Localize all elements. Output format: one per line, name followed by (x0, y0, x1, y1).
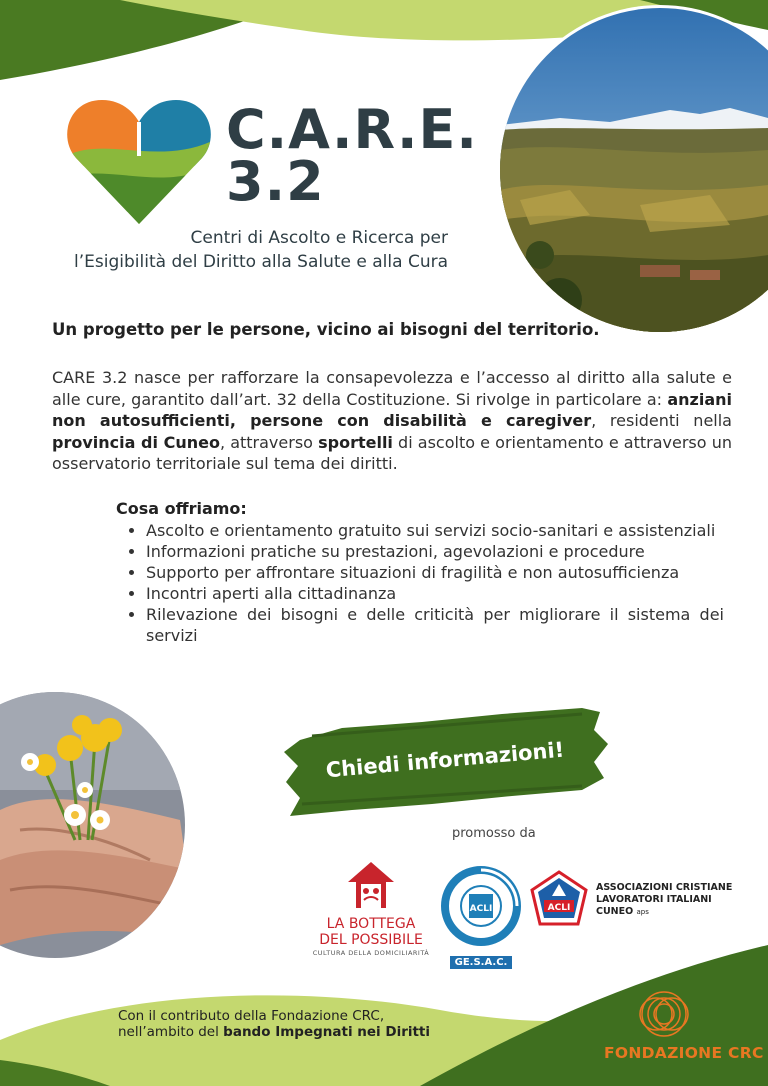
fondazione-crc-logo-text: FONDAZIONE CRC (604, 1044, 764, 1062)
promoted-by-label: promosso da (452, 826, 536, 841)
footer-line2-pre: nell’ambito del (118, 1024, 224, 1040)
offer-item: • Ascolto e orientamento gratuito sui servizi socio-sanitari e assistenziali (146, 520, 724, 541)
offers-title: Cosa offriamo: (116, 499, 247, 518)
intro-bold-sportelli: sportelli (318, 432, 393, 452)
bottega-name-line1: LA BOTTEGA (326, 916, 416, 932)
bottega-tagline: CULTURA DELLA DOMICILIARITÀ (312, 949, 430, 957)
partner-gesac (440, 866, 522, 969)
svg-text:ACLI: ACLI (469, 904, 493, 914)
gesac-ring-icon (441, 866, 521, 946)
acli-line2: LAVORATORI ITALIANI (596, 894, 712, 905)
logo-subtitle-line2: l’Esigibilità del Diritto alla Salute e alla Cura (74, 252, 448, 272)
offer-item: • Rilevazione dei bisogni e delle criticità per migliorare il sistema dei servizi (146, 604, 724, 646)
bottega-house-icon (346, 860, 396, 912)
offer-item: • Informazioni pratiche su prestazioni, agevolazioni e procedure (146, 541, 724, 562)
cta-button[interactable]: Chiedi informazioni! (324, 737, 566, 783)
headline: Un progetto per le persone, vicino ai bisogni del territorio. (52, 320, 600, 339)
partner-acli (530, 870, 760, 930)
offers-list (116, 520, 724, 646)
offer-item: • Supporto per affrontare situazioni di fragilità e non autosufficienza (146, 562, 724, 583)
footer-credit (118, 1008, 430, 1040)
footer-line1: Con il contributo della Fondazione CRC, (118, 1008, 385, 1024)
intro-bold-province: provincia di Cuneo (52, 432, 220, 452)
offer-item: • Incontri aperti alla cittadinanza (146, 583, 724, 604)
logo-title-line2: 3.2 (226, 150, 325, 213)
acli-shield-icon (530, 870, 588, 928)
heart-logo-icon (66, 96, 212, 226)
acli-aps: aps (636, 908, 649, 916)
flowers-hands-photo (0, 690, 190, 960)
bottega-name-line2: DEL POSSIBILE (319, 932, 423, 948)
intro-paragraph (52, 367, 732, 475)
intro-text-4: di ascolto e orientamento e attraverso un osservatorio territoriale sul tema dei diritti. (52, 432, 732, 473)
landscape-photo (500, 0, 768, 335)
intro-text-2: , residenti nella (591, 411, 732, 430)
acli-name (596, 882, 732, 918)
partner-bottega (306, 860, 436, 958)
logo-title (226, 98, 478, 213)
logo-subtitle-line1: Centri di Ascolto e Ricerca per (190, 228, 448, 248)
logo-subtitle (60, 226, 448, 274)
acli-line3: CUNEO (596, 906, 634, 917)
intro-text-1: CARE 3.2 nasce per rafforzare la consapevolezza e l’accesso al diritto alla salute e alle cure, garantito dall’art. 32 della Costituzione. Si rivolge in particolare a: (52, 368, 732, 409)
crc-rings-icon (634, 988, 694, 1040)
gesac-name: GE.S.A.C. (450, 956, 513, 969)
footer-line2-bold: bando Impegnati nei Diritti (223, 1024, 431, 1040)
intro-bold-targets: anziani non autosufficienti, persone con disabilità e caregiver (52, 389, 732, 430)
acli-badge-text: ACLI (547, 903, 571, 913)
logo-title-line1: C.A.R.E. (226, 98, 478, 161)
intro-text-3: , attraverso (219, 432, 319, 452)
acli-line1: ASSOCIAZIONI CRISTIANE (596, 882, 733, 893)
